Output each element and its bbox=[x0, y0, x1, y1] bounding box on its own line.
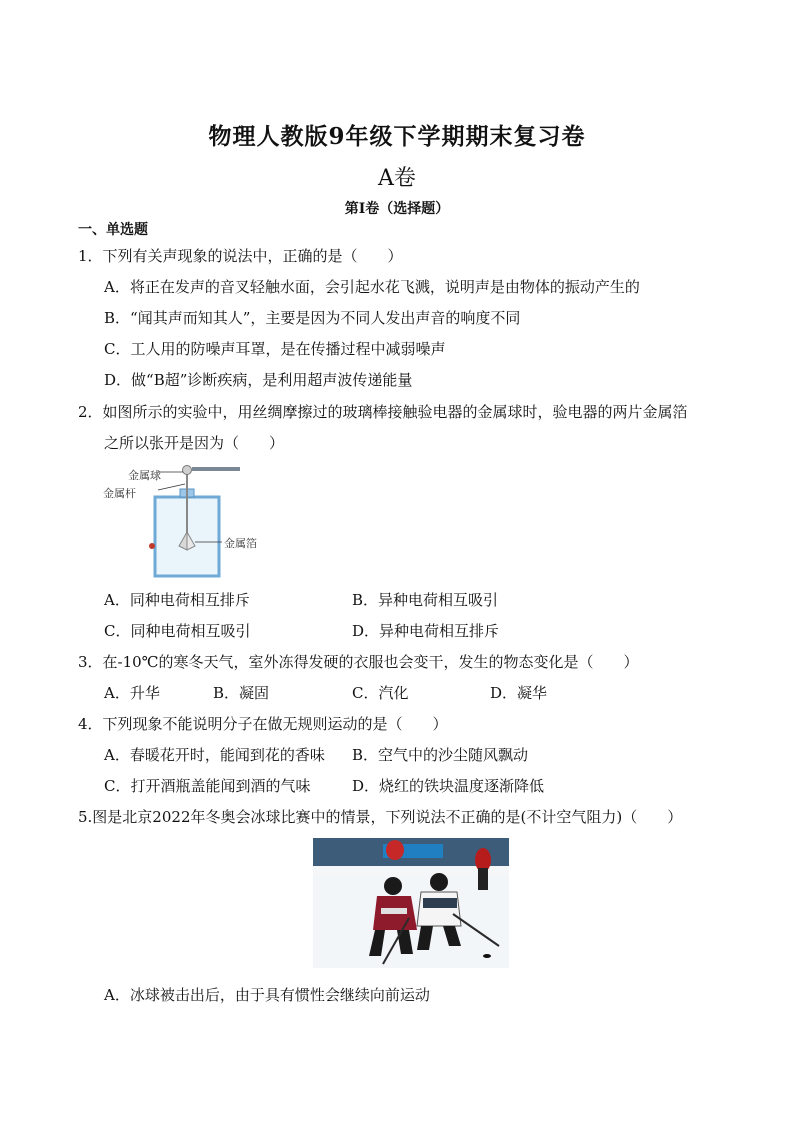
side-knob bbox=[149, 543, 155, 549]
question-5-option-a: A．冰球被击出后，由于具有惯性会继续向前运动 bbox=[104, 986, 430, 1004]
question-4-option-b: B．空气中的沙尘随风飘动 bbox=[352, 746, 529, 764]
question-1-stem: 1．下列有关声现象的说法中，正确的是（ ） bbox=[78, 247, 403, 265]
glass-rod bbox=[192, 467, 240, 471]
metal-ball bbox=[183, 466, 192, 475]
question-1-option-a: A．将正在发声的音叉轻触水面，会引起水花飞溅，说明声是由物体的振动产生的 bbox=[104, 278, 640, 296]
question-2-option-c: C．同种电荷相互吸引 bbox=[104, 622, 251, 640]
question-1-option-d: D．做“B超”诊断疾病，是利用超声波传递能量 bbox=[104, 371, 413, 389]
question-1-option-b: B．“闻其声而知其人”，主要是因为不同人发出声音的响度不同 bbox=[104, 309, 521, 327]
question-3-option-c: C．汽化 bbox=[352, 684, 409, 702]
label-metal-foil: 金属箔 bbox=[224, 537, 257, 550]
question-2-option-d: D．异种电荷相互排斥 bbox=[352, 622, 500, 640]
label-metal-rod: 金属杆 bbox=[103, 487, 136, 500]
label-metal-ball: 金属球 bbox=[128, 469, 161, 482]
ice-hockey-photo bbox=[313, 838, 509, 968]
question-3-option-a: A．升华 bbox=[104, 684, 160, 702]
question-4-option-d: D．烧红的铁块温度逐渐降低 bbox=[352, 777, 545, 795]
page-title: 物理人教版9年级下学期期末复习卷 bbox=[208, 123, 586, 150]
electroscope-figure bbox=[100, 462, 280, 578]
question-3-option-d: D．凝华 bbox=[490, 684, 548, 702]
part-heading: 第Ⅰ卷（选择题） bbox=[344, 201, 450, 217]
question-2-option-b: B．异种电荷相互吸引 bbox=[352, 591, 499, 609]
question-4-option-c: C．打开酒瓶盖能闻到酒的气味 bbox=[104, 777, 311, 795]
paper-version: A卷 bbox=[378, 166, 416, 191]
question-2-stem-line-1: 2．如图所示的实验中，用丝绸摩擦过的玻璃棒接触验电器的金属球时，验电器的两片金属箔 bbox=[78, 403, 688, 421]
question-4-stem: 4．下列现象不能说明分子在做无规则运动的是（ ） bbox=[78, 715, 448, 733]
question-5-stem: 5.图是北京2022年冬奥会冰球比赛中的情景，下列说法不正确的是(不计空气阻力)（ ） bbox=[78, 808, 683, 826]
question-4-option-a: A．春暖花开时，能闻到花的香味 bbox=[104, 746, 325, 764]
question-2-stem-line-2: 之所以张开是因为（ ） bbox=[104, 434, 285, 452]
question-3-option-b: B．凝固 bbox=[213, 684, 270, 702]
question-2-option-a: A．同种电荷相互排斥 bbox=[104, 591, 250, 609]
question-3-stem: 3．在-10℃的寒冬天气，室外冻得发硬的衣服也会变干，发生的物态变化是（ ） bbox=[78, 653, 639, 671]
section-heading: 一、单选题 bbox=[78, 222, 148, 238]
question-1-option-c: C．工人用的防噪声耳罩，是在传播过程中减弱噪声 bbox=[104, 340, 446, 358]
